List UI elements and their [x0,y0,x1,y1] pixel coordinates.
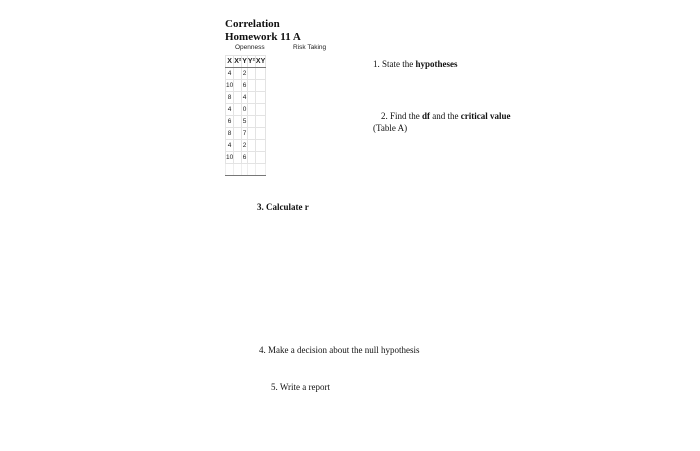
cell-y-squared [247,128,255,140]
cell-x: 6 [226,116,234,128]
cell-y-squared [247,92,255,104]
cell-x: 4 [226,68,234,80]
question-2-line-2: (Table A) [373,123,408,133]
cell-x-squared [234,116,242,128]
cell-y-squared [247,116,255,128]
cell-x-squared [234,68,242,80]
table-row [226,104,266,116]
question-2-text: 2. Find the [381,111,420,121]
cell-y-squared [247,68,255,80]
cell-y: 0 [242,104,248,116]
header-x-squared: X² [234,56,242,68]
cell-xy [255,152,265,164]
question-2-and: and the [432,111,459,121]
cell-xy [255,140,265,152]
cell-y: 6 [242,152,248,164]
cell-x: 4 [226,104,234,116]
cell-y: 2 [242,68,248,80]
cell-y-squared [247,80,255,92]
table-row [226,152,266,164]
question-4: 4. Make a decision about the null hypothesis [259,345,420,355]
cell-xy [255,116,265,128]
question-2 [381,111,511,122]
table-row [226,68,266,80]
table-row [226,80,266,92]
cell-y: 7 [242,128,248,140]
table-row [226,116,266,128]
header-xy: XY [255,56,265,68]
group-label-openness: Openness [235,44,265,51]
cell-x: 10 [226,80,234,92]
cell-y-squared [247,140,255,152]
cell-xy [255,68,265,80]
table-row [226,92,266,104]
cell-xy [255,92,265,104]
homework-label: Homework 11 A [225,31,301,43]
question-1-bold: hypotheses [415,59,458,69]
cell-xy [255,104,265,116]
cell-y: 6 [242,80,248,92]
cell-y: 4 [242,92,248,104]
table-row [226,128,266,140]
group-label-risk-taking: Risk Taking [293,44,327,51]
cell-y-squared [247,104,255,116]
data-table [225,55,266,176]
cell-x-squared [234,152,242,164]
empty-cell [226,164,234,176]
empty-row [226,164,266,176]
header-x: X [226,56,234,68]
cell-x-squared [234,80,242,92]
cell-x-squared [234,92,242,104]
header-y-squared: Y² [247,56,255,68]
cell-x: 8 [226,92,234,104]
cell-y: 5 [242,116,248,128]
document-title: Correlation [225,18,280,30]
empty-cell [234,164,242,176]
cell-x-squared [234,140,242,152]
cell-x: 8 [226,128,234,140]
question-3: 3. Calculate r [257,202,309,212]
cell-x-squared [234,128,242,140]
cell-xy [255,80,265,92]
cell-xy [255,128,265,140]
table-row [226,140,266,152]
question-5: 5. Write a report [271,382,330,392]
question-2-df: df [422,111,431,121]
header-y: Y [242,56,248,68]
cell-x: 10 [226,152,234,164]
question-2-critical-value: critical value [460,111,511,121]
empty-cell [247,164,255,176]
empty-cell [255,164,265,176]
cell-x-squared [234,104,242,116]
question-1-text: State the [382,59,414,69]
question-1-number: 1. [373,59,380,69]
question-1 [373,59,458,70]
header-row [226,56,266,68]
cell-x: 4 [226,140,234,152]
cell-y: 2 [242,140,248,152]
cell-y-squared [247,152,255,164]
